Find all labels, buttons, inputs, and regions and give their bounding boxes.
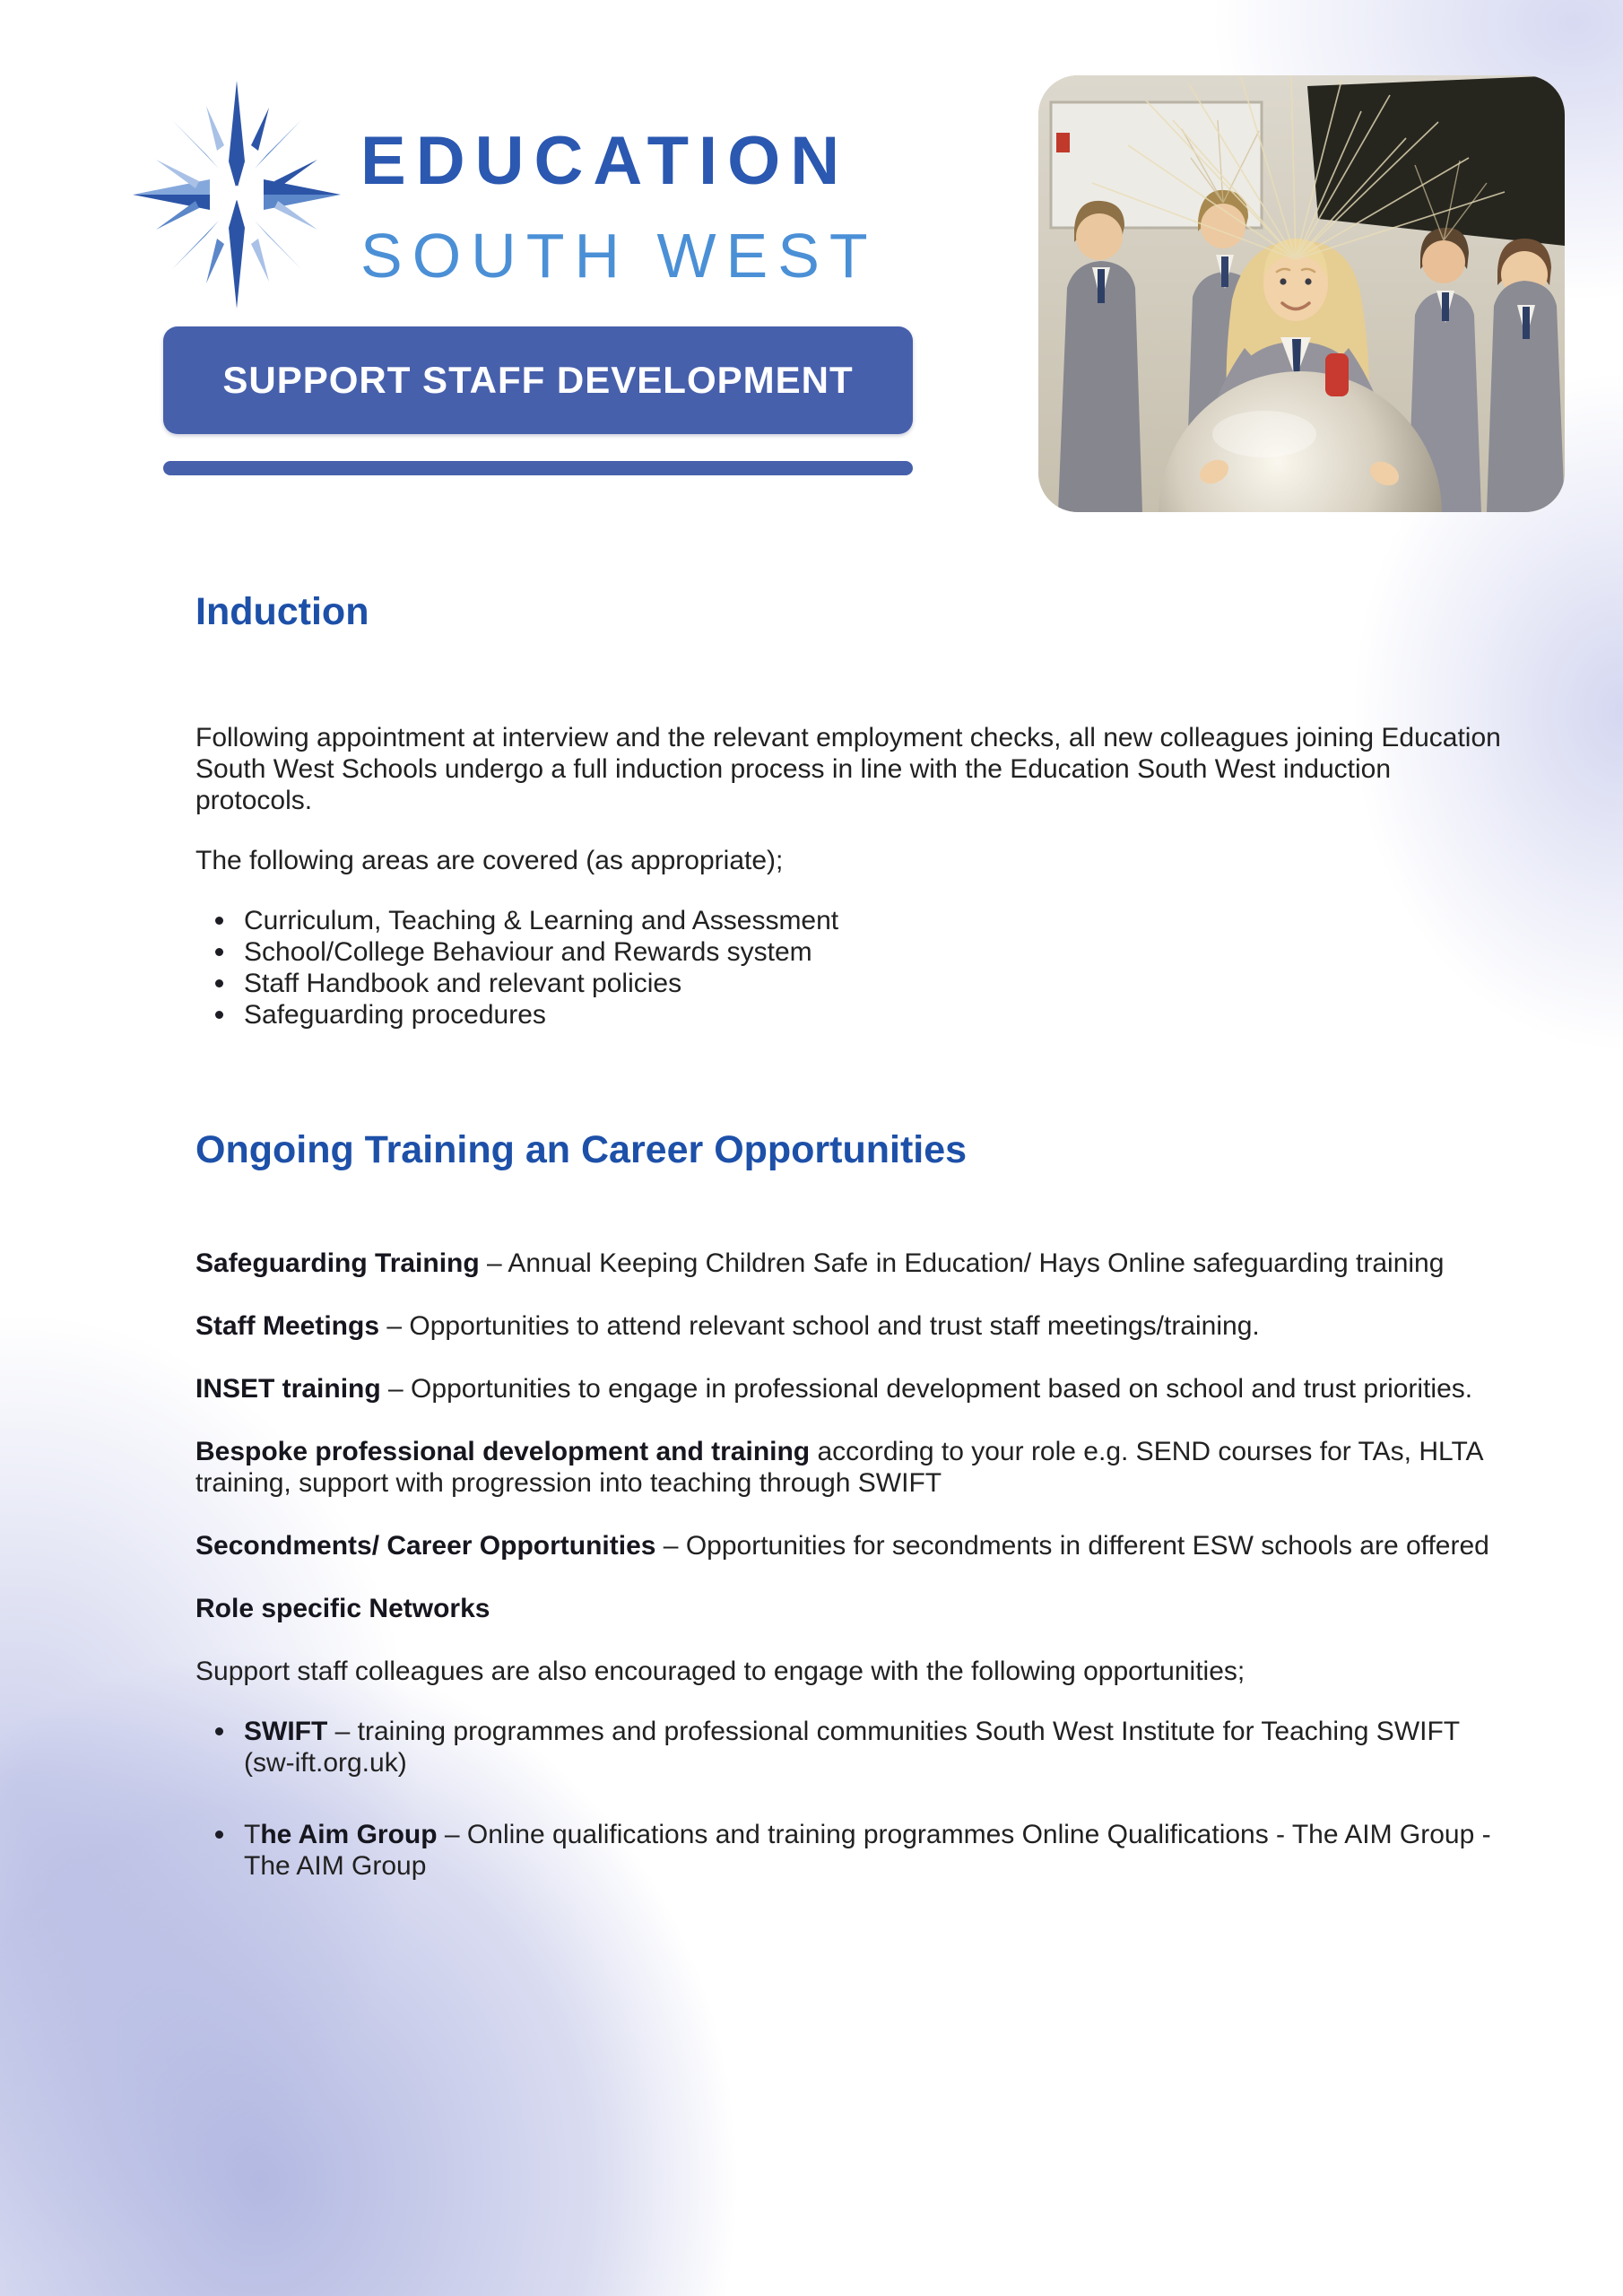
list-item-swift: SWIFT – training programmes and professional communities South West Institute for Teaching SWIFT (sw-ift.org.uk) [195,1716,1514,1779]
training-item-networks [195,1593,1514,1624]
list-item: Staff Handbook and relevant policies [195,968,1514,999]
training-item-label: Role specific Networks [195,1594,490,1623]
induction-heading: Induction [195,590,369,633]
ongoing-heading: Ongoing Training an Career Opportunities [195,1128,968,1171]
induction-bullet-list [195,905,1514,1031]
esw-logo [360,123,878,291]
training-item-label: Bespoke professional development and training [195,1437,811,1466]
training-item-label: Safeguarding Training [195,1248,480,1278]
title-banner [163,326,913,434]
network-label: SWIFT [244,1717,328,1746]
training-item-label: Staff Meetings [195,1311,380,1341]
network-label: he Aim Group [260,1820,438,1849]
training-item-safeguarding: Safeguarding Training – Annual Keeping Children Safe in Education/ Hays Online safeguarding training [195,1248,1445,1278]
networks-intro: Support staff colleagues are also encouraged to engage with the following opportunities; [195,1657,1245,1686]
banner-title: SUPPORT STAFF DEVELOPMENT [222,359,854,401]
logo-subtitle: SOUTH WEST [360,221,878,291]
compass-star-icon [124,79,350,310]
students-photo [1038,75,1565,512]
list-item: Curriculum, Teaching & Learning and Assessment [195,905,1514,936]
banner-underline [163,461,913,475]
training-item-label: Secondments/ Career Opportunities [195,1531,656,1561]
networks-bullet-list [195,1716,1514,1882]
induction-areas-intro: The following areas are covered (as appropriate); [195,846,784,875]
training-item-bespoke: Bespoke professional development and training according to your role e.g. SEND courses for TAs, HLTA training, support with progression into teaching through SWIFT [195,1437,1482,1498]
training-item-inset: INSET training – Opportunities to engage in professional development based on school and trust priorities. [195,1374,1473,1404]
training-item-label: INSET training [195,1374,381,1404]
list-item: School/College Behaviour and Rewards system [195,936,1514,968]
document-body [195,587,1514,1922]
list-item: Safeguarding procedures [195,999,1514,1031]
logo-title: EDUCATION [360,123,850,199]
list-item-aim-group: The Aim Group – Online qualifications and training programmes Online Qualifications - The AIM Group - The AIM Group [195,1819,1514,1882]
training-item-secondments: Secondments/ Career Opportunities – Opportunities for secondments in different ESW schools are offered [195,1531,1489,1561]
induction-paragraph: Following appointment at interview and the relevant employment checks, all new colleagues joining Education South West Schools undergo a full induction process in line with the Education South West induction protocols. [195,723,1501,815]
training-item-staff-meetings: Staff Meetings – Opportunities to attend relevant school and trust staff meetings/training. [195,1311,1260,1341]
